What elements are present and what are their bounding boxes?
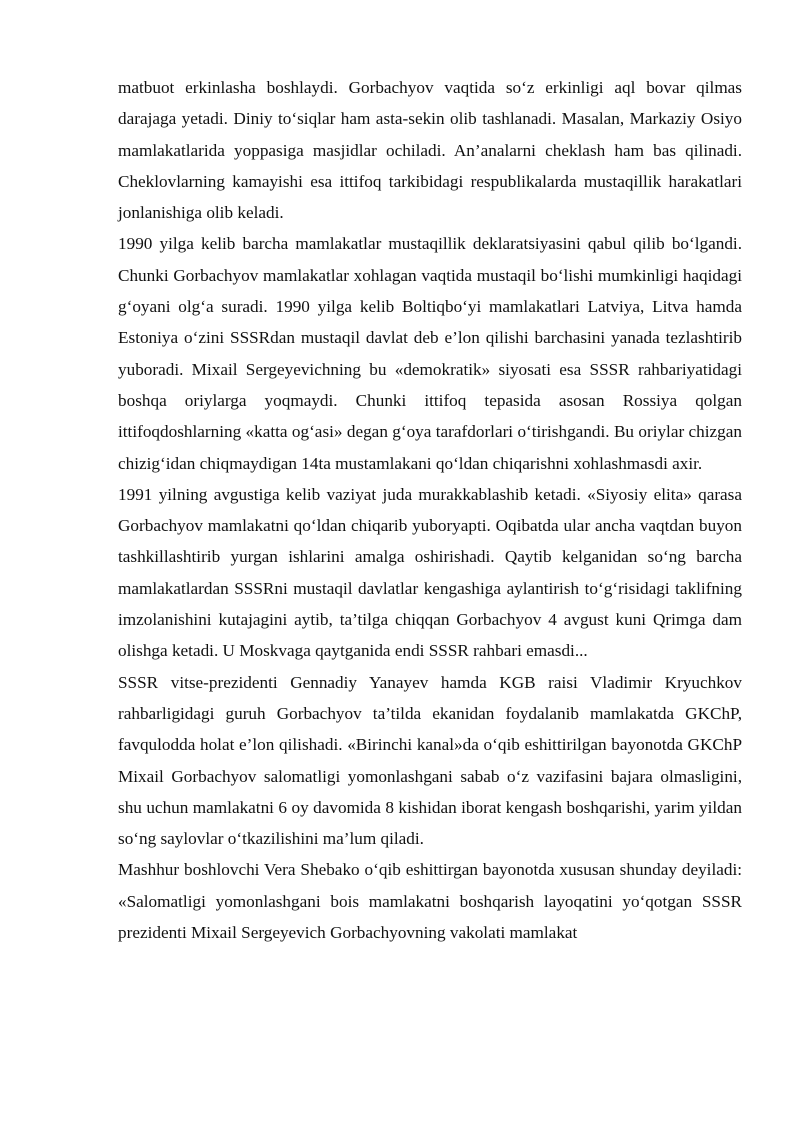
paragraph-independence-1990: 1990 yilga kelib barcha mamlakatlar mustaqillik deklaratsiyasini qabul qilib bo‘lgandi. Chunki Gorbachyov mamlakatlar xohlagan vaqtida mustaqil bo‘lishi mumkinligi haqidagi g‘oyani olg‘a suradi. 1990 yilga kelib Boltiqbo‘yi mamlakatlari Latviya, Litva hamda Estoniya o‘zini SSSRdan mustaqil davlat deb e’lon qilishi barchasini yanada tezlashtirib yuboradi. Mixail Sergeyevichning bu «demokratik» siyosati esa SSSR rahbariyatidagi boshqa oriylarga yoqmaydi. Chunki ittifoq tepasida asosan Rossiya qolgan ittifoqdoshlarning «katta og‘asi» degan g‘oya tarafdorlari o‘tirishgandi. Bu oriylar chizgan chizig‘idan chiqmaydigan 14ta mustamlakani qo‘ldan chiqarishni xohlashmasdi axir. <box>118 234 742 473</box>
paragraph-broadcast-statement: Mashhur boshlovchi Vera Shebako o‘qib eshittirgan bayonotda xususan shunday deyiladi: «Salomatligi yomonlashgani bois mamlakatni boshqarish layoqatini yo‘qotgan SSSR prezidenti Mixail Sergeyevich Gorbachyovning vakolati mamlakat <box>118 860 742 943</box>
document-page <box>118 72 742 948</box>
paragraph-press-freedom: matbuot erkinlasha boshlaydi. Gorbachyov vaqtida so‘z erkinligi aql bovar qilmas darajaga yetadi. Diniy to‘siqlar ham asta-sekin olib tashlanadi. Masalan, Markaziy Osiyo mamlakatlarida yoppasiga masjidlar ochiladi. An’analarni cheklash ham bas qilinadi. Cheklovlarning kamayishi esa ittifoq tarkibidagi respublikalarda mustaqillik harakatlari jonlanishiga olib keladi. <box>118 78 742 223</box>
paragraph-august-1991: 1991 yilning avgustiga kelib vaziyat juda murakkablashib ketadi. «Siyosiy elita» qarasa Gorbachyov mamlakatni qo‘ldan chiqarib yuboryapti. Oqibatda ular ancha vaqtdan buyon tashkillashtirib yurgan ishlarini amalga oshirishadi. Qaytib kelganidan so‘ng barcha mamlakatlardan SSSRni mustaqil davlatlar kengashiga aylantirish to‘g‘risidagi taklifning imzolanishini kutajagini aytib, ta’tilga chiqqan Gorbachyov 4 avgust kuni Qrimga dam olishga ketadi. U Moskvaga qaytganida endi SSSR rahbari emasdi... <box>118 484 742 661</box>
paragraph-gkchp: SSSR vitse-prezidenti Gennadiy Yanayev hamda KGB raisi Vladimir Kryuchkov rahbarligidagi guruh Gorbachyov ta’tilda ekanidan foydalanib mamlakatda GKChP, favqulodda holat e’lon qilishadi. «Birinchi kanal»da o‘qib eshittirilgan bayonotda GKChP Mixail Gorbachyov salomatligi yomonlashgani sabab o‘z vazifasini bajara olmasligini, shu uchun mamlakatni 6 oy davomida 8 kishidan iborat kengash boshqarishi, yarim yildan so‘ng saylovlar o‘tkazilishini ma’lum qiladi. <box>118 672 742 849</box>
